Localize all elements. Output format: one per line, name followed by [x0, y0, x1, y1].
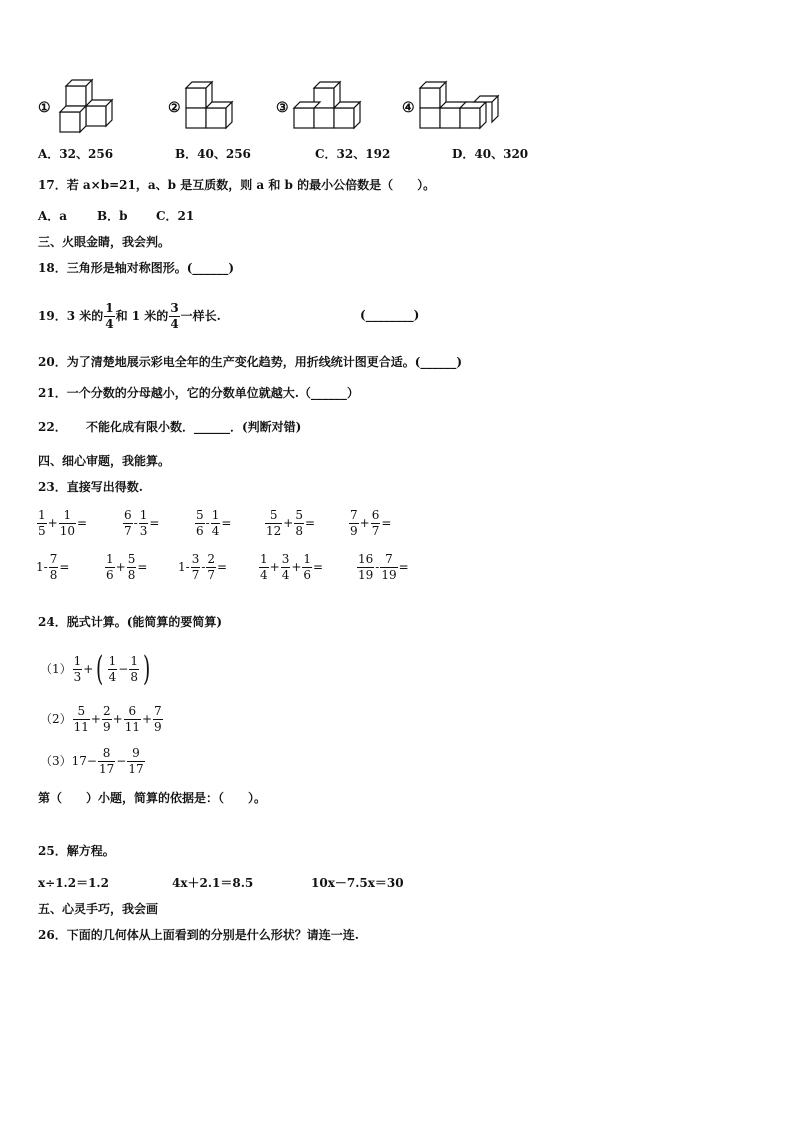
q18-text: 18．三角形是轴对称图形。(______) [38, 261, 235, 275]
q24-title: 24．脱式计算。(能简算的要简算) [38, 615, 223, 629]
q23-r1-expr-3: $\frac{5}{6}$ - $\frac{1}{4}$ = [196, 507, 232, 538]
q25-equation-1: x÷1.2＝1.2 [38, 876, 109, 890]
q16-option-b: B．40、256 [175, 147, 251, 161]
q21-text: 21．一个分数的分母越小，它的分数单位就越大.（______） [38, 386, 359, 400]
q24-part-3: （3） 17− $\frac{8}{17}$ − $\frac{9}{17}$ [40, 745, 144, 776]
q19-line [38, 297, 221, 335]
q25-equation-2: 4x＋2.1＝8.5 [172, 876, 254, 890]
q20-text: 20．为了清楚地展示彩电全年的生产变化趋势，用折线统计图更合适。(______) [38, 355, 463, 369]
q16-option-c: C．32、192 [315, 147, 391, 161]
q25-title: 25．解方程。 [38, 844, 115, 858]
q23-r2-expr-1: 1- $\frac{7}{8}$ = [36, 551, 70, 582]
q23-r1-expr-2: $\frac{6}{7}$ - $\frac{1}{3}$ = [124, 507, 160, 538]
q23-r2-expr-3: 1- $\frac{3}{7}$ - $\frac{2}{7}$ = [178, 551, 228, 582]
q24-part-1: （1） $\frac{1}{3}$ + ( $\frac{1}{4}$ − $\frac{1}{8}$ ) [40, 649, 151, 689]
figure-1-cubes [56, 78, 116, 134]
q23-r1-expr-5: $\frac{7}{9}$ + $\frac{6}{7}$ = [350, 507, 392, 538]
q19-prefix: 19．3 米的 [38, 309, 104, 323]
q19-answer-blank: (________) [360, 308, 420, 322]
figure-4-marker: ④ [402, 100, 415, 116]
q24-part-2: （2） $\frac{5}{11}$ + $\frac{2}{9}$ + $\frac{6}{11}$ + $\frac{7}{9}$ [40, 703, 162, 734]
q23-r1-expr-1: $\frac{1}{5}$ + $\frac{1}{10}$ = [38, 507, 88, 538]
figure-2-marker: ② [168, 100, 181, 116]
q19-suffix: 一样长. [180, 309, 221, 323]
q23-r2-expr-2: $\frac{1}{6}$ + $\frac{5}{8}$ = [106, 551, 148, 582]
q17-option-b: B．b [97, 209, 128, 223]
q26-text: 26．下面的几何体从上面看到的分别是什么形状？请连一连. [38, 928, 359, 942]
q19-fraction-1: $\frac{1}{4}$ [105, 300, 114, 331]
figure-1-marker: ① [38, 100, 51, 116]
q22-text: 不能化成有限小数．______．(判断对错) [86, 420, 302, 434]
q19-fraction-2: $\frac{3}{4}$ [170, 300, 179, 331]
q16-option-a: A．32、256 [38, 147, 114, 161]
figure-3-cubes [292, 80, 364, 132]
section-5-heading: 五、心灵手巧，我会画 [38, 902, 159, 916]
q16-option-d: D．40、320 [452, 147, 529, 161]
q17-option-c: C．21 [156, 209, 195, 223]
figure-4-cubes [418, 80, 502, 132]
q25-equation-3: 10x－7.5x＝30 [311, 876, 404, 890]
q17-text: 17．若 a×b=21，a、b 是互质数，则 a 和 b 的最小公倍数是（ ）。 [38, 178, 436, 192]
figure-3-marker: ③ [276, 100, 289, 116]
q22-number: 22． [38, 420, 67, 434]
q23-title: 23．直接写出得数. [38, 480, 143, 494]
q24-footer: 第（ ）小题，简算的依据是：（ ）。 [38, 791, 267, 805]
q23-r1-expr-4: $\frac{5}{12}$ + $\frac{5}{8}$ = [266, 507, 316, 538]
q17-option-a: A．a [38, 209, 68, 223]
q23-r2-expr-4: $\frac{1}{4}$ + $\frac{3}{4}$ + $\frac{1}{6}$ = [260, 551, 324, 582]
section-3-heading: 三、火眼金睛，我会判。 [38, 235, 171, 249]
q23-r2-expr-5: $\frac{16}{19}$ - $\frac{7}{19}$ = [358, 551, 409, 582]
q19-mid: 和 1 米的 [115, 309, 169, 323]
section-4-heading: 四、细心审题，我能算。 [38, 454, 171, 468]
figure-2-cubes [184, 80, 236, 132]
